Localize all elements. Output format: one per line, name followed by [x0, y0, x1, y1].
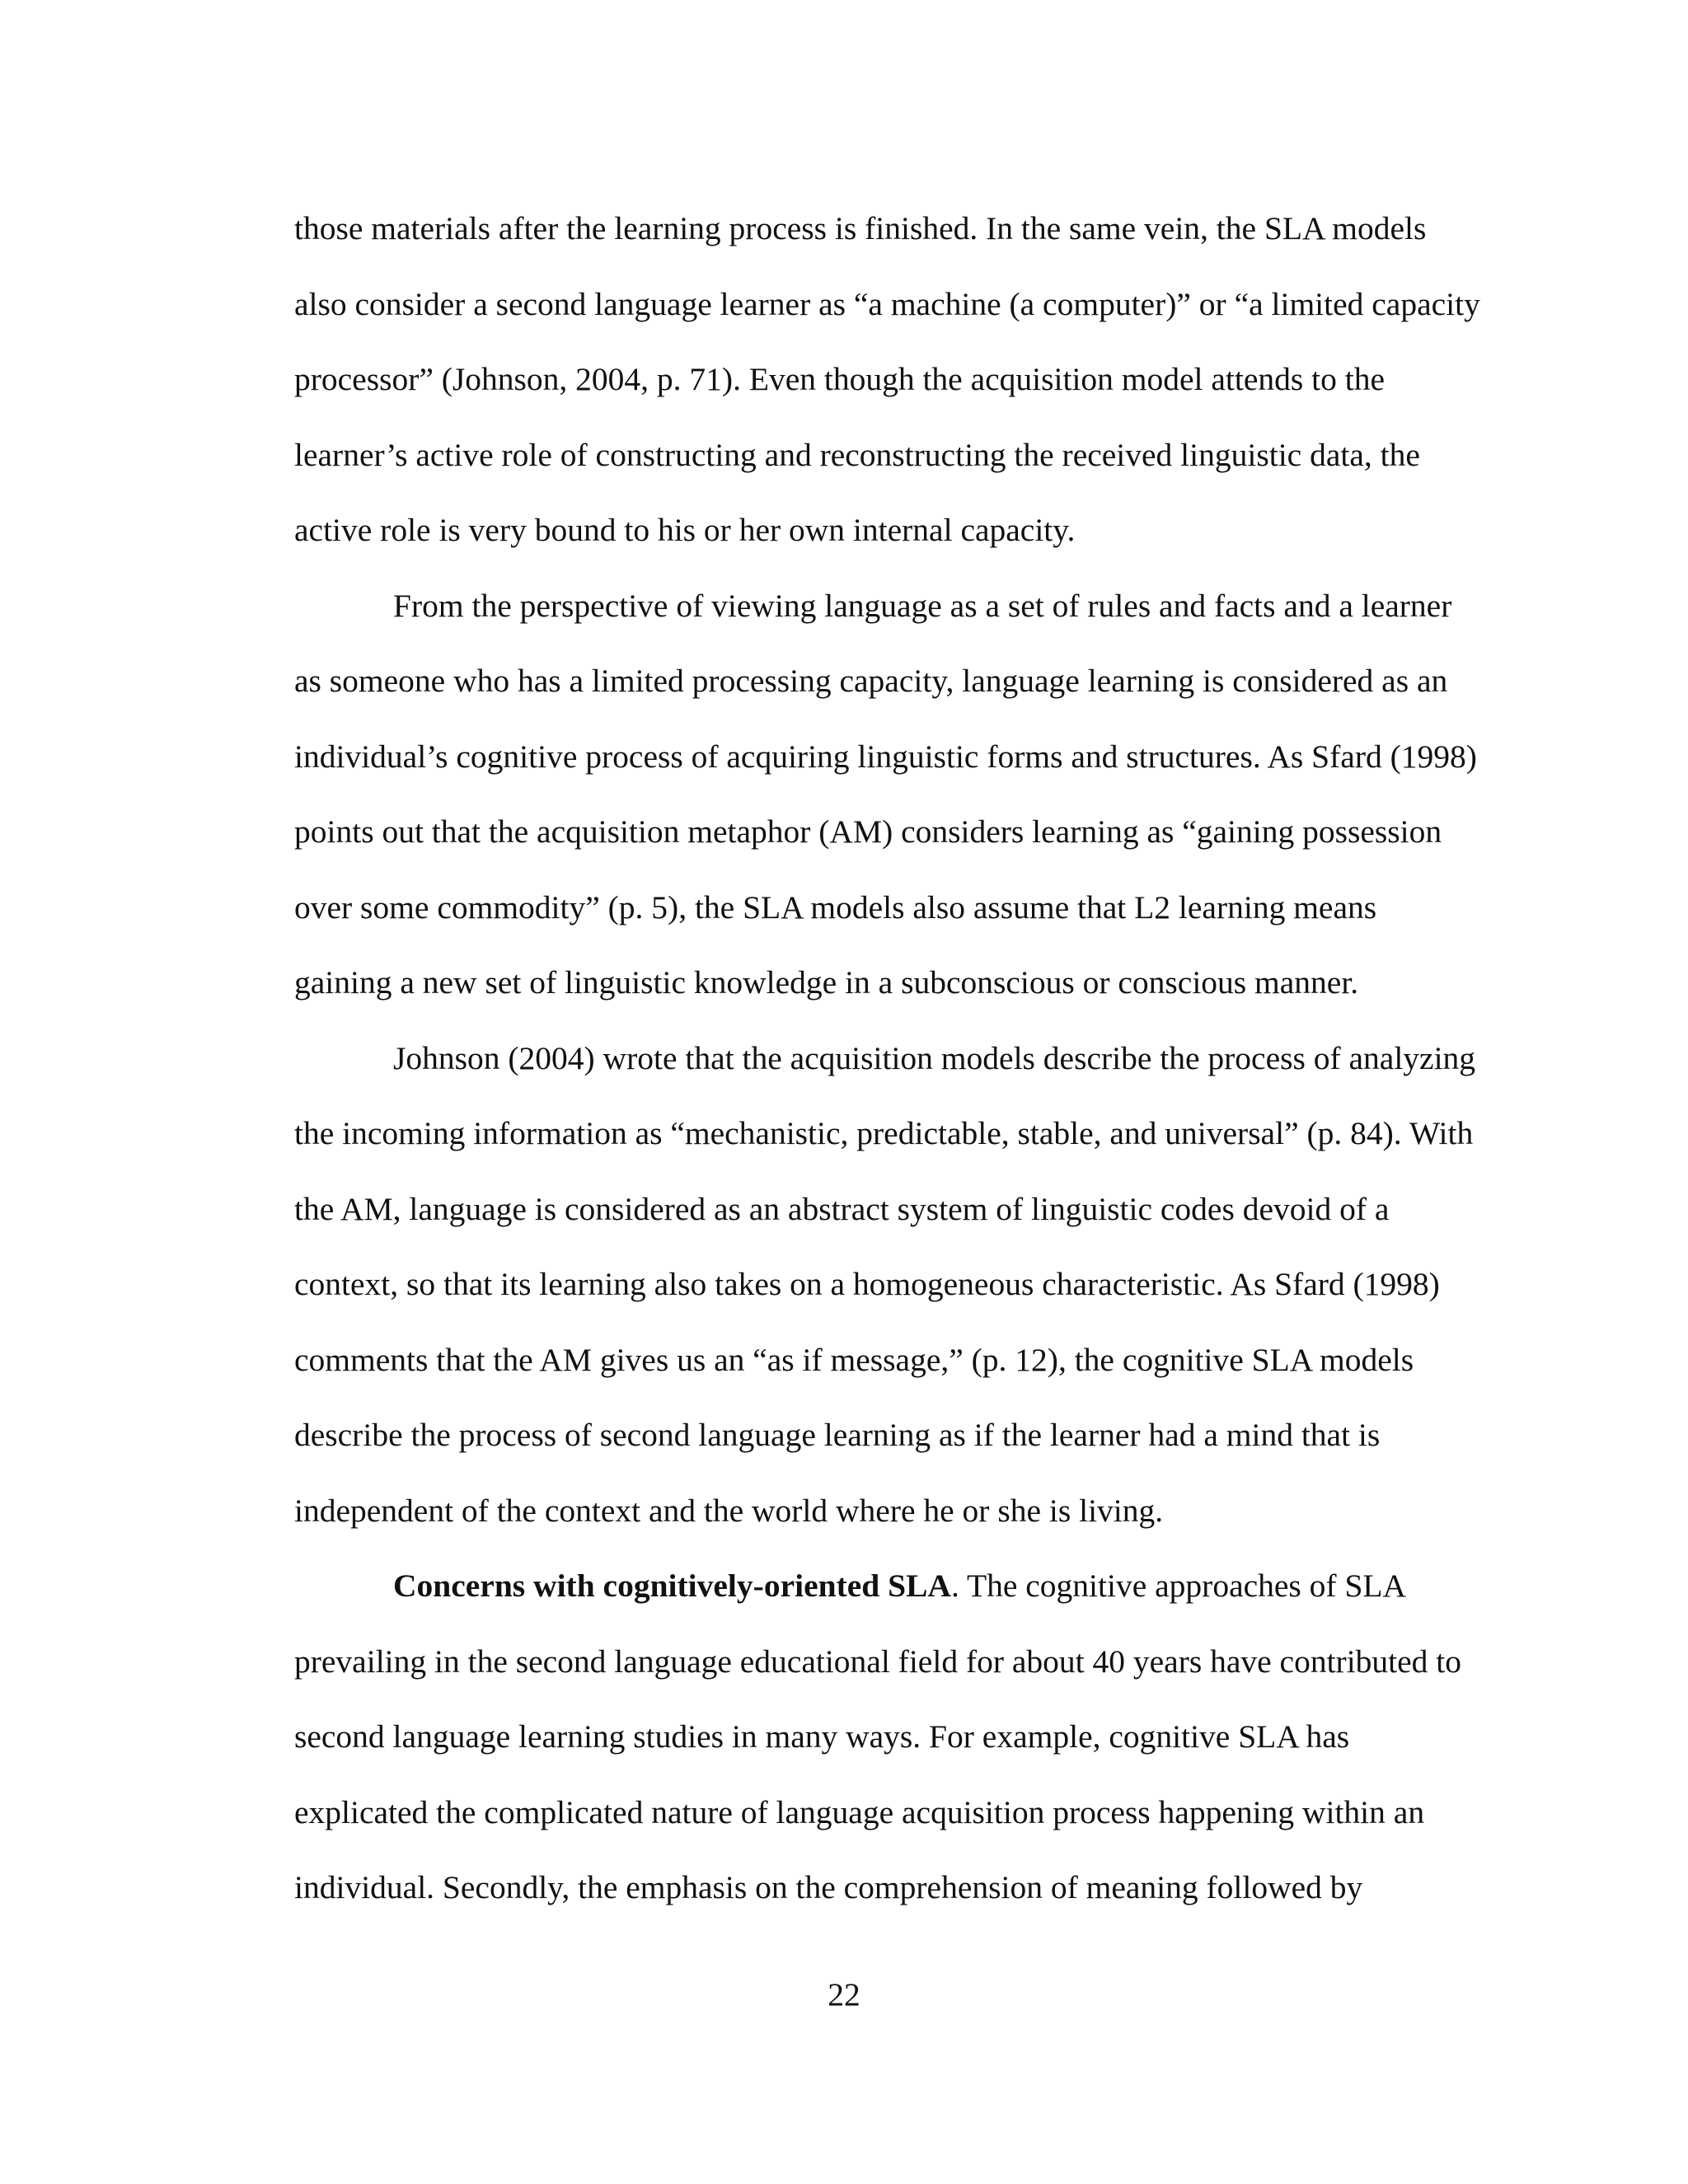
paragraph-3: [294, 1021, 1481, 1549]
paragraph-text: those materials after the learning process is finished. In the same vein, the SLA models also consider a second language learner as “a machine (a computer)” or “a limited capacity processor” (Johnson, 2004, p. 71). Even though the acquisition model attends to the learner’s active role of constructing and reconstructing the received linguistic data, the active role is very bound to his or her own internal capacity.: [294, 210, 1480, 548]
paragraph-text: . The cognitive approaches of SLA prevailing in the second language educational field for about 40 years have contributed to second language learning studies in many ways. For example, cognitive SLA has explicated the complicated nature of language acquisition process happening within an individual. Secondly, the emphasis on the comprehension of meaning followed by: [294, 1568, 1462, 1905]
section-heading: Concerns with cognitively-oriented SLA: [393, 1568, 951, 1604]
page-number: 22: [828, 1976, 860, 2013]
body-text: [294, 191, 1481, 1926]
paragraph-4: [294, 1549, 1481, 1926]
paragraph-2: [294, 569, 1481, 1021]
paragraph-text: Johnson (2004) wrote that the acquisition models describe the process of analyzing the incoming information as “mechanistic, predictable, stable, and universal” (p. 84). With the AM, language is considered as an abstract system of linguistic codes devoid of a context, so that its learning also takes on a homogeneous characteristic. As Sfard (1998) comments that the AM gives us an “as if message,” (p. 12), the cognitive SLA models describe the process of second language learning as if the learner had a mind that is independent of the context and the world where he or she is living.: [294, 1039, 1476, 1529]
paragraph-1: [294, 191, 1481, 569]
paragraph-text: From the perspective of viewing language as a set of rules and facts and a learner as someone who has a limited processing capacity, language learning is considered as an individual’s cognitive process of acquiring linguistic forms and structures. As Sfard (1998) points out that the acquisition metaphor (AM) considers learning as “gaining possession over some commodity” (p. 5), the SLA models also assume that L2 learning means gaining a new set of linguistic knowledge in a subconscious or conscious manner.: [294, 587, 1477, 1001]
